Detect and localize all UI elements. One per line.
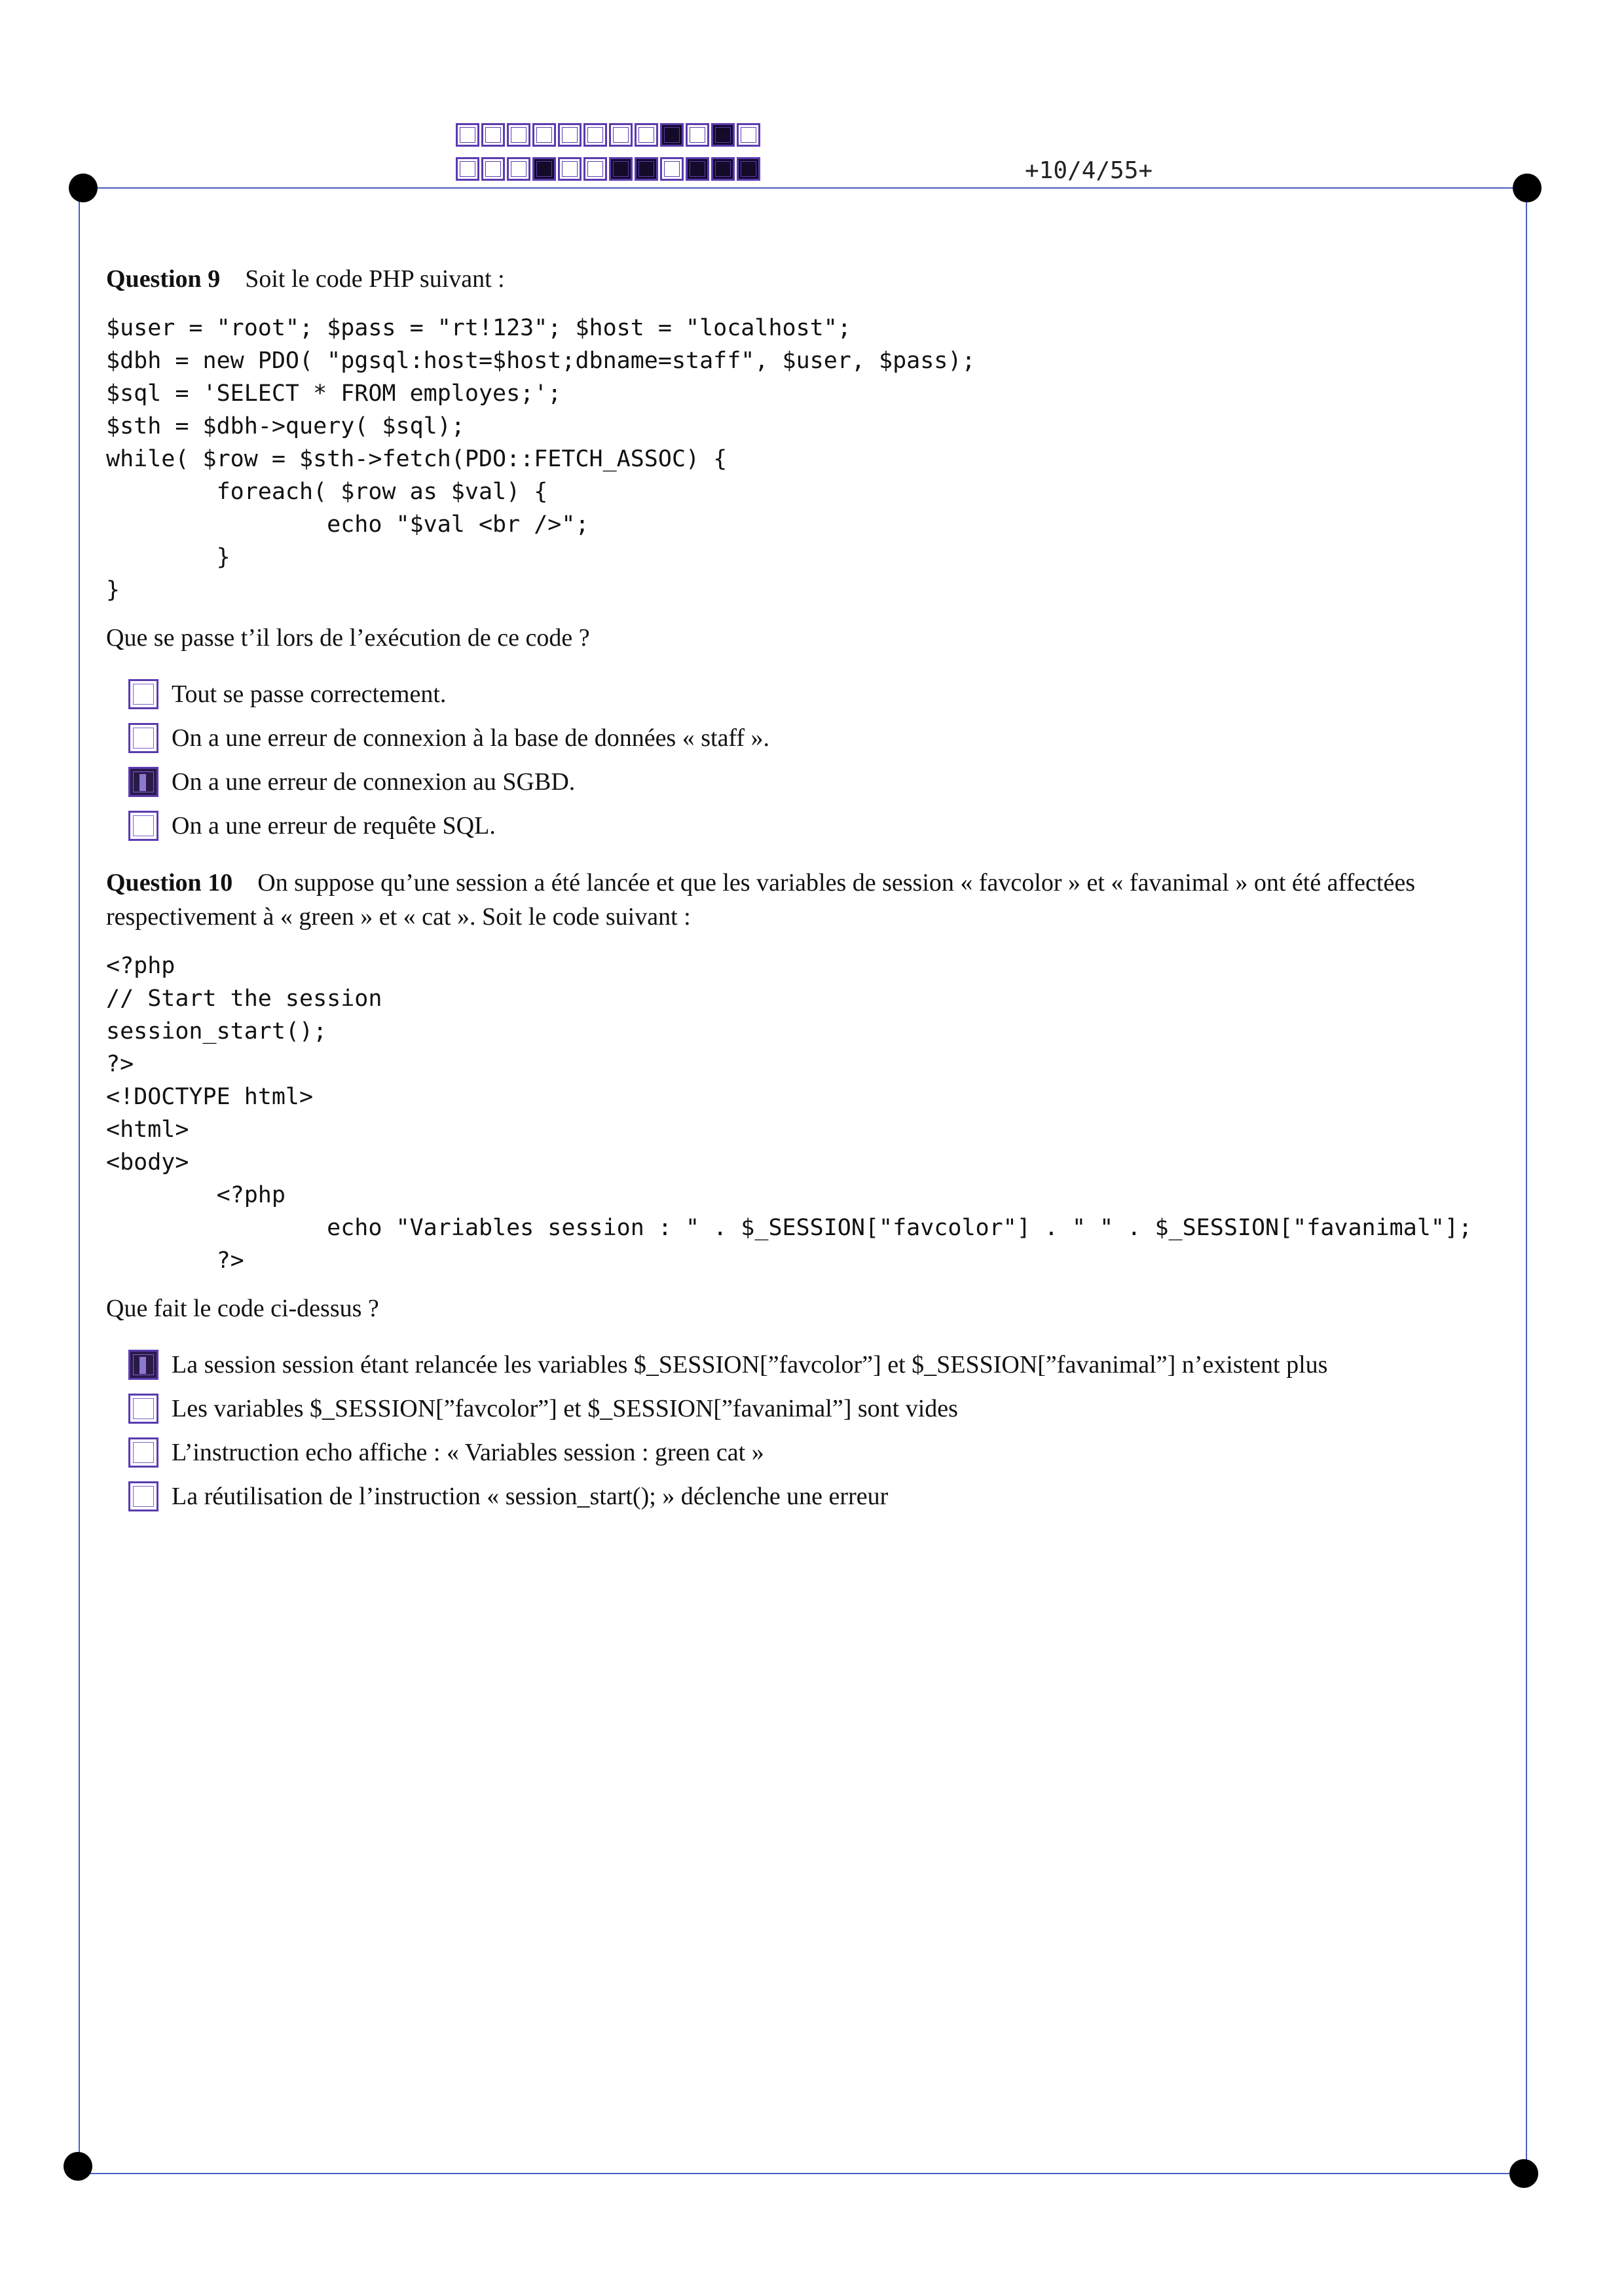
question-10-heading <box>106 866 1507 934</box>
corner-mark-bottom-right <box>1509 2159 1538 2188</box>
answer-text: La réutilisation de l’instruction « session_start(); » déclenche une erreur <box>172 1482 889 1510</box>
answer-checkbox[interactable] <box>128 1481 158 1511</box>
answer-option <box>106 1386 1507 1430</box>
barcode-cell <box>660 123 684 147</box>
answer-checkbox[interactable] <box>128 679 158 709</box>
question-10-intro: On suppose qu’une session a été lancée et que les variables de session « favcolor » et « favanimal » ont été affectées respectivement à « green » et « cat ». Soit le code suivant : <box>106 869 1415 931</box>
barcode-cell <box>532 123 556 147</box>
barcode-cell <box>507 157 530 181</box>
barcode-cell <box>737 157 760 181</box>
answer-text: On a une erreur de requête SQL. <box>172 811 496 840</box>
barcode-cell <box>609 123 633 147</box>
barcode-cell <box>737 123 760 147</box>
answer-text: Tout se passe correctement. <box>172 680 447 708</box>
barcode-cell <box>558 157 582 181</box>
question-10-label: Question 10 <box>106 869 233 897</box>
barcode-cell <box>583 157 607 181</box>
question-9 <box>106 262 1507 847</box>
answer-checkbox[interactable] <box>128 1350 158 1380</box>
answer-text: On a une erreur de connexion à la base de données « staff ». <box>172 724 770 752</box>
corner-mark-top-left <box>69 174 98 202</box>
corner-mark-top-right <box>1513 174 1542 202</box>
barcode-cell <box>711 157 735 181</box>
question-9-code: $user = "root"; $pass = "rt!123"; $host = "localhost"; $dbh = new PDO( "pgsql:host=$host;dbname=staff", $user, $pass); $sql = 'SELECT * FROM employes;'; $sth = $dbh->query( $sql); while( $row = $sth->fetch(PDO::FETCH_ASSOC) { foreach( $row as $val) { echo "$val <br />"; } } <box>106 315 976 603</box>
answer-option <box>106 672 1507 716</box>
answer-checkbox[interactable] <box>128 1437 158 1468</box>
question-9-heading <box>106 262 1507 296</box>
question-9-answers <box>106 672 1507 847</box>
barcode-cell <box>635 123 658 147</box>
barcode-cell <box>481 123 505 147</box>
barcode-cell <box>660 157 684 181</box>
answer-checkbox[interactable] <box>128 1394 158 1424</box>
barcode-cell <box>686 157 709 181</box>
answer-option <box>106 760 1507 804</box>
page-content <box>106 262 1507 1518</box>
answer-text: L’instruction echo affiche : « Variables session : green cat » <box>172 1438 764 1466</box>
answer-option <box>106 1342 1507 1386</box>
question-10 <box>106 866 1507 1518</box>
barcode-cell <box>609 157 633 181</box>
answer-option <box>106 1474 1507 1518</box>
corner-mark-bottom-left <box>64 2152 92 2181</box>
answer-text: On a une erreur de connexion au SGBD. <box>172 768 576 796</box>
question-9-intro: Soit le code PHP suivant : <box>245 265 505 293</box>
barcode-cell <box>558 123 582 147</box>
question-10-code: <?php // Start the session session_start(); ?> <!DOCTYPE html> <html> <body> <?php echo "Variables session : " . $_SESSION["favcolor"] . " " . $_SESSION["favanimal"]; ?> <box>106 953 1473 1274</box>
barcode-cell <box>711 123 735 147</box>
question-9-label: Question 9 <box>106 265 221 293</box>
answer-option <box>106 804 1507 847</box>
answer-option <box>106 1430 1507 1474</box>
answer-checkbox[interactable] <box>128 723 158 753</box>
barcode-bottom <box>456 157 762 181</box>
barcode-top <box>456 123 762 147</box>
barcode-cell <box>686 123 709 147</box>
answer-checkbox[interactable] <box>128 811 158 841</box>
question-10-prompt: Que fait le code ci-dessus ? <box>106 1295 379 1322</box>
barcode-cell <box>583 123 607 147</box>
answer-option <box>106 716 1507 760</box>
answer-text: La session session étant relancée les variables $_SESSION[”favcolor”] et $_SESSION[”favanimal”] n’existent plus <box>172 1350 1328 1379</box>
barcode-cell <box>481 157 505 181</box>
barcode-cell <box>507 123 530 147</box>
answer-text: Les variables $_SESSION[”favcolor”] et $_SESSION[”favanimal”] sont vides <box>172 1394 958 1422</box>
question-10-answers <box>106 1342 1507 1518</box>
barcode-cell <box>635 157 658 181</box>
barcode-cell <box>532 157 556 181</box>
question-9-prompt: Que se passe t’il lors de l’exécution de ce code ? <box>106 624 590 652</box>
page-id: +10/4/55+ <box>1025 157 1153 184</box>
barcode-cell <box>456 157 479 181</box>
barcode-cell <box>456 123 479 147</box>
answer-checkbox[interactable] <box>128 767 158 797</box>
